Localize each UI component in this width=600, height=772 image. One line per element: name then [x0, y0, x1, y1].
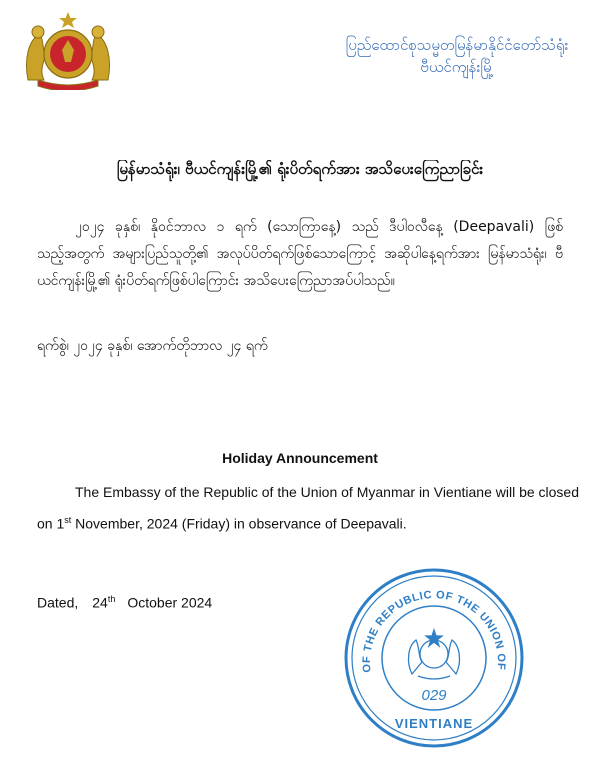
line2-suffix: November, 2024 (Friday) in observance of Deepavali.: [71, 515, 407, 532]
state-emblem-icon: [22, 10, 114, 90]
letterhead-city: ဗီယင်ကျန်းမြို့: [420, 58, 494, 76]
embassy-seal: [342, 566, 526, 750]
date-month-year: October 2024: [127, 594, 213, 611]
seal-arc-text: OF THE REPUBLIC OF THE UNION OF: [360, 589, 508, 674]
date-ordinal: th: [107, 594, 116, 604]
myanmar-title: မြန်မာသံရုံး၊ ဗီယင်ကျန်းမြို့၏ ရုံးပိတ်ရက်အား အသိပေးကြေညာခြင်း: [116, 160, 484, 178]
english-title: Holiday Announcement: [222, 450, 378, 466]
date-day: 24: [92, 594, 108, 611]
myanmar-date: ရက်စွဲ၊ ၂၀၂၄ ခုနှစ်၊ အောက်တိုဘာလ ၂၄ ရက်: [37, 338, 268, 354]
letterhead-embassy-name: ပြည်ထောင်စုသမ္မတမြန်မာနိုင်ငံတော်သံရုံး: [345, 36, 569, 54]
seal-city: VIENTIANE: [394, 716, 474, 731]
seal-emblem-icon: [409, 630, 460, 679]
line2-prefix: on 1: [37, 515, 65, 532]
english-body: [37, 478, 580, 538]
myanmar-body: ၂၀၂၄ ခုနှစ်၊ နိုဝင်ဘာလ ၁ ရက် (သောကြာနေ့) သည် ဒီပါဝလီနေ့ (Deepavali) ဖြစ်သည့်အတွက် အများပြည်သူတို့၏ အလုပ်ပိတ်ရက်ဖြစ်သောကြောင့် အဆိုပါနေ့ရက်အား မြန်မာသံရုံး၊ ဗီယင်ကျန်းမြို့၏ ရုံးပိတ်ရက်ဖြစ်ပါကြောင်း အသိပေးကြေညာအပ်ပါသည်။: [37, 219, 563, 289]
date-label: Dated,: [37, 594, 79, 611]
english-date: [37, 594, 212, 611]
english-body-line2: [37, 506, 567, 538]
line2-ordinal: st: [64, 515, 72, 525]
seal-number: 029: [421, 687, 447, 704]
english-body-line1: The Embassy of the Republic of the Union of Myanmar in Vientiane will be closed: [75, 484, 580, 500]
letterhead: [332, 34, 582, 78]
